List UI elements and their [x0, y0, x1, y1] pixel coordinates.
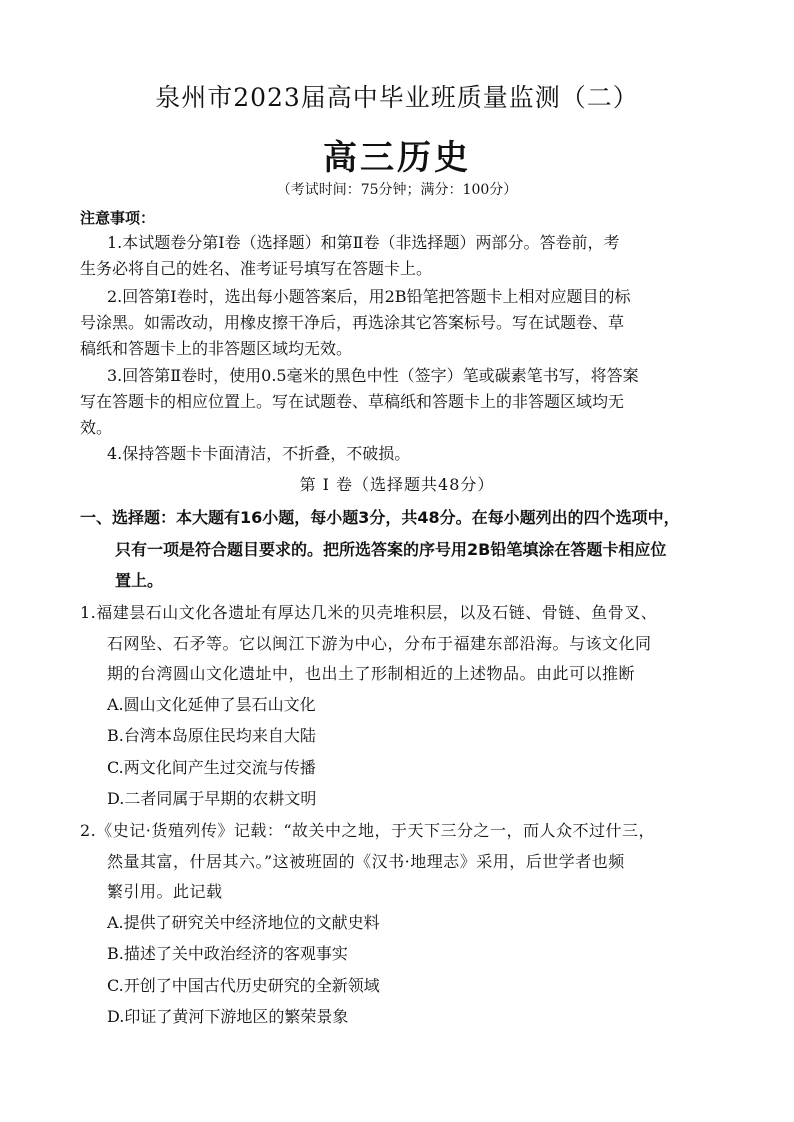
question-option: D.二者同属于早期的农耕文明	[107, 789, 317, 808]
exam-title: 泉州市2023届高中毕业班质量监测（二）	[155, 83, 639, 112]
section-instruction-line: 一、选择题：本大题有16小题，每小题3分，共48分。在每小题列出的四个选项中，	[80, 508, 680, 527]
section-instruction-line: 只有一项是符合题目要求的。把所选答案的序号用2B铅笔填涂在答题卡相应位	[115, 540, 667, 559]
question-option: B.台湾本岛原住民均来自大陆	[107, 726, 316, 745]
question-stem-line: 繁引用。此记载	[107, 882, 223, 901]
section-instruction-line: 置上。	[115, 571, 164, 590]
notice-heading: 注意事项：	[80, 209, 156, 227]
question-option: A.圆山文化延伸了昙石山文化	[107, 695, 316, 714]
notice-line: 3.回答第Ⅱ卷时，使用0.5毫米的黑色中性（签字）笔或碳素笔书写，将答案	[107, 366, 639, 385]
notice-line: 写在答题卡的相应位置上。写在试题卷、草稿纸和答题卡上的非答题区域均无	[80, 392, 625, 411]
question-option: B.描述了关中政治经济的客观事实	[107, 944, 348, 963]
question-stem-line: 2.《史记·货殖列传》记载：“故关中之地，于天下三分之一，而人众不过什三，	[80, 821, 656, 840]
notice-line: 4.保持答题卡卡面清洁，不折叠，不破损。	[107, 444, 411, 463]
notice-line: 稿纸和答题卡上的非答题区域均无效。	[80, 339, 353, 358]
question-stem-line: 石网坠、石矛等。它以闽江下游为中心，分布于福建东部沿海。与该文化同	[107, 634, 652, 653]
question-stem-line: 1.福建昙石山文化各遗址有厚达几米的贝壳堆积层，以及石链、骨链、鱼骨叉、	[80, 603, 658, 622]
question-stem-line: 然量其富，什居其六。”这被班固的《汉书·地理志》采用，后世学者也频	[107, 852, 625, 871]
notice-line: 2.回答第Ⅰ卷时，选出每小题答案后，用2B铅笔把答题卡上相对应题目的标	[107, 287, 631, 306]
question-option: A.提供了研究关中经济地位的文献史料	[107, 913, 380, 932]
notice-line: 1.本试题卷分第Ⅰ卷（选择题）和第Ⅱ卷（非选择题）两部分。答卷前，考	[107, 233, 620, 252]
notice-line: 生务必将自己的姓名、准考证号填写在答题卡上。	[80, 259, 433, 278]
question-option: C.开创了中国古代历史研究的全新领域	[107, 976, 380, 995]
subject-title: 高三历史	[323, 138, 471, 178]
question-option: D.印证了黄河下游地区的繁荣景象	[107, 1007, 349, 1026]
notice-line: 效。	[80, 418, 113, 437]
exam-info: （考试时间：75分钟；满分：100分）	[276, 182, 518, 198]
part1-heading: 第 Ⅰ 卷（选择题共48分）	[299, 475, 495, 494]
question-option: C.两文化间产生过交流与传播	[107, 758, 316, 777]
notice-line: 号涂黑。如需改动，用橡皮擦干净后，再选涂其它答案标号。写在试题卷、草	[80, 313, 625, 332]
question-stem-line: 期的台湾圆山文化遗址中，也出土了形制相近的上述物品。由此可以推断	[107, 664, 636, 683]
